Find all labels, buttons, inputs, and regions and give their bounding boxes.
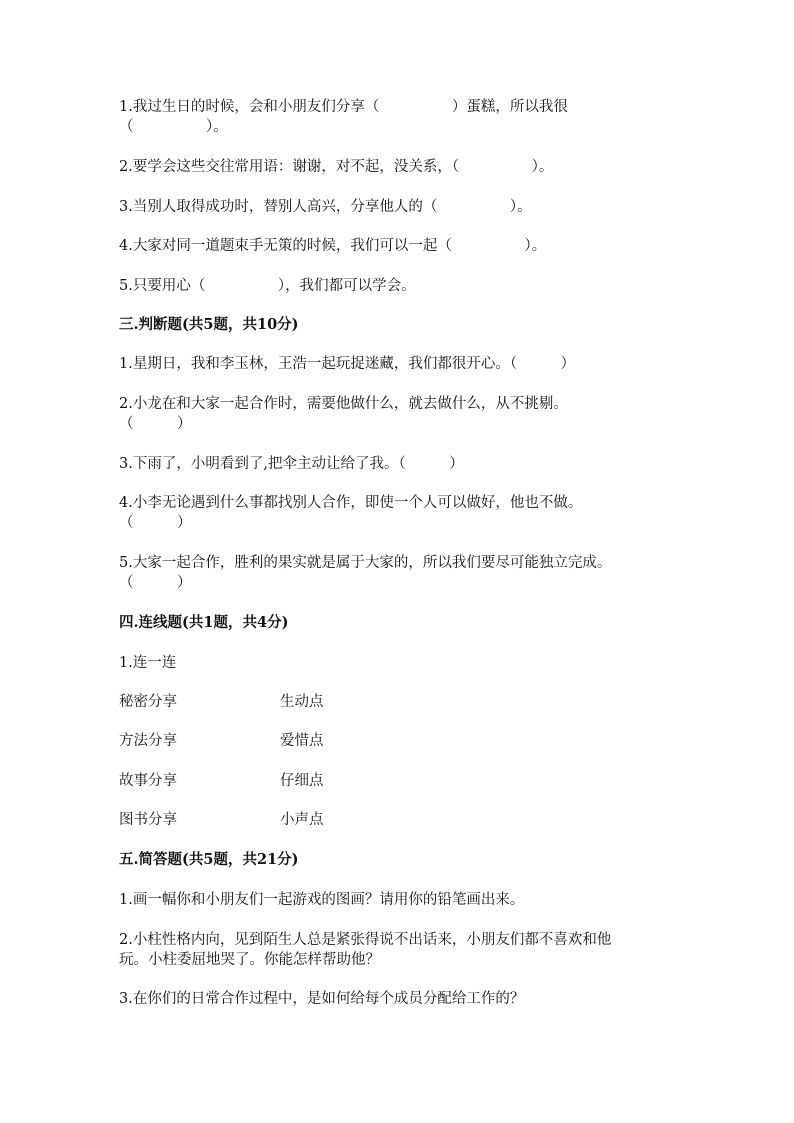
- fill-q5: 5.只要用心（ ），我们都可以学会。: [119, 278, 416, 294]
- short-answer-q1: 1.画一幅你和小朋友们一起游戏的图画？请用你的铅笔画出来。: [119, 892, 525, 908]
- matching-left-item: 图书分享: [119, 812, 177, 828]
- short-answer-q3: 3.在你们的日常合作过程中，是如何给每个成员分配给工作的？: [119, 991, 525, 1007]
- judge-q4-line1: 4.小李无论遇到什么事都找别人合作，即使一个人可以做好，他也不做。: [119, 495, 583, 511]
- fill-q4: 4.大家对同一道题束手无策的时候，我们可以一起（ ）。: [119, 238, 547, 254]
- matching-right-item: 爱惜点: [280, 733, 324, 749]
- matching-left-item: 方法分享: [119, 733, 177, 749]
- matching-q1: 1.连一连: [119, 655, 177, 671]
- matching-left-item: 故事分享: [119, 773, 177, 789]
- fill-q1-line2: （ ）。: [119, 119, 228, 135]
- matching-left-item: 秘密分享: [119, 694, 177, 710]
- fill-q3: 3.当别人取得成功时，替别人高兴，分享他人的（ ）。: [119, 199, 532, 215]
- judge-q5-line2: （ ）: [119, 575, 192, 591]
- matching-right-item: 生动点: [280, 694, 324, 710]
- matching-right-item: 仔细点: [280, 773, 324, 789]
- judge-q3: 3.下雨了，小明看到了,把伞主动让给了我。（ ）: [119, 456, 464, 472]
- short-answer-q2-line2: 玩。小柱委屈地哭了。你能怎样帮助他？: [119, 952, 380, 968]
- matching-right-item: 小声点: [280, 812, 324, 828]
- judge-q4-line2: （ ）: [119, 515, 192, 531]
- section-title-short-answer: 五.简答题(共5题，共21分): [119, 851, 299, 868]
- judge-q2-line1: 2.小龙在和大家一起合作时，需要他做什么，就去做什么，从不挑剔。: [119, 396, 568, 412]
- fill-q1-line1: 1.我过生日的时候，会和小朋友们分享（ ）蛋糕，所以我很: [119, 99, 568, 115]
- short-answer-q2-line1: 2.小柱性格内向，见到陌生人总是紧张得说不出话来，小朋友们都不喜欢和他: [119, 932, 612, 948]
- judge-q1: 1.星期日，我和李玉林，王浩一起玩捉迷藏，我们都很开心。（ ）: [119, 356, 576, 372]
- judge-q2-line2: （ ）: [119, 416, 192, 432]
- fill-q2: 2.要学会这些交往常用语：谢谢，对不起，没关系，（ ）。: [119, 159, 554, 175]
- judge-q5-line1: 5.大家一起合作，胜利的果实就是属于大家的，所以我们要尽可能独立完成。: [119, 555, 612, 571]
- section-title-judge: 三.判断题(共5题，共10分): [119, 316, 299, 333]
- section-title-matching: 四.连线题(共1题，共4分): [119, 614, 289, 631]
